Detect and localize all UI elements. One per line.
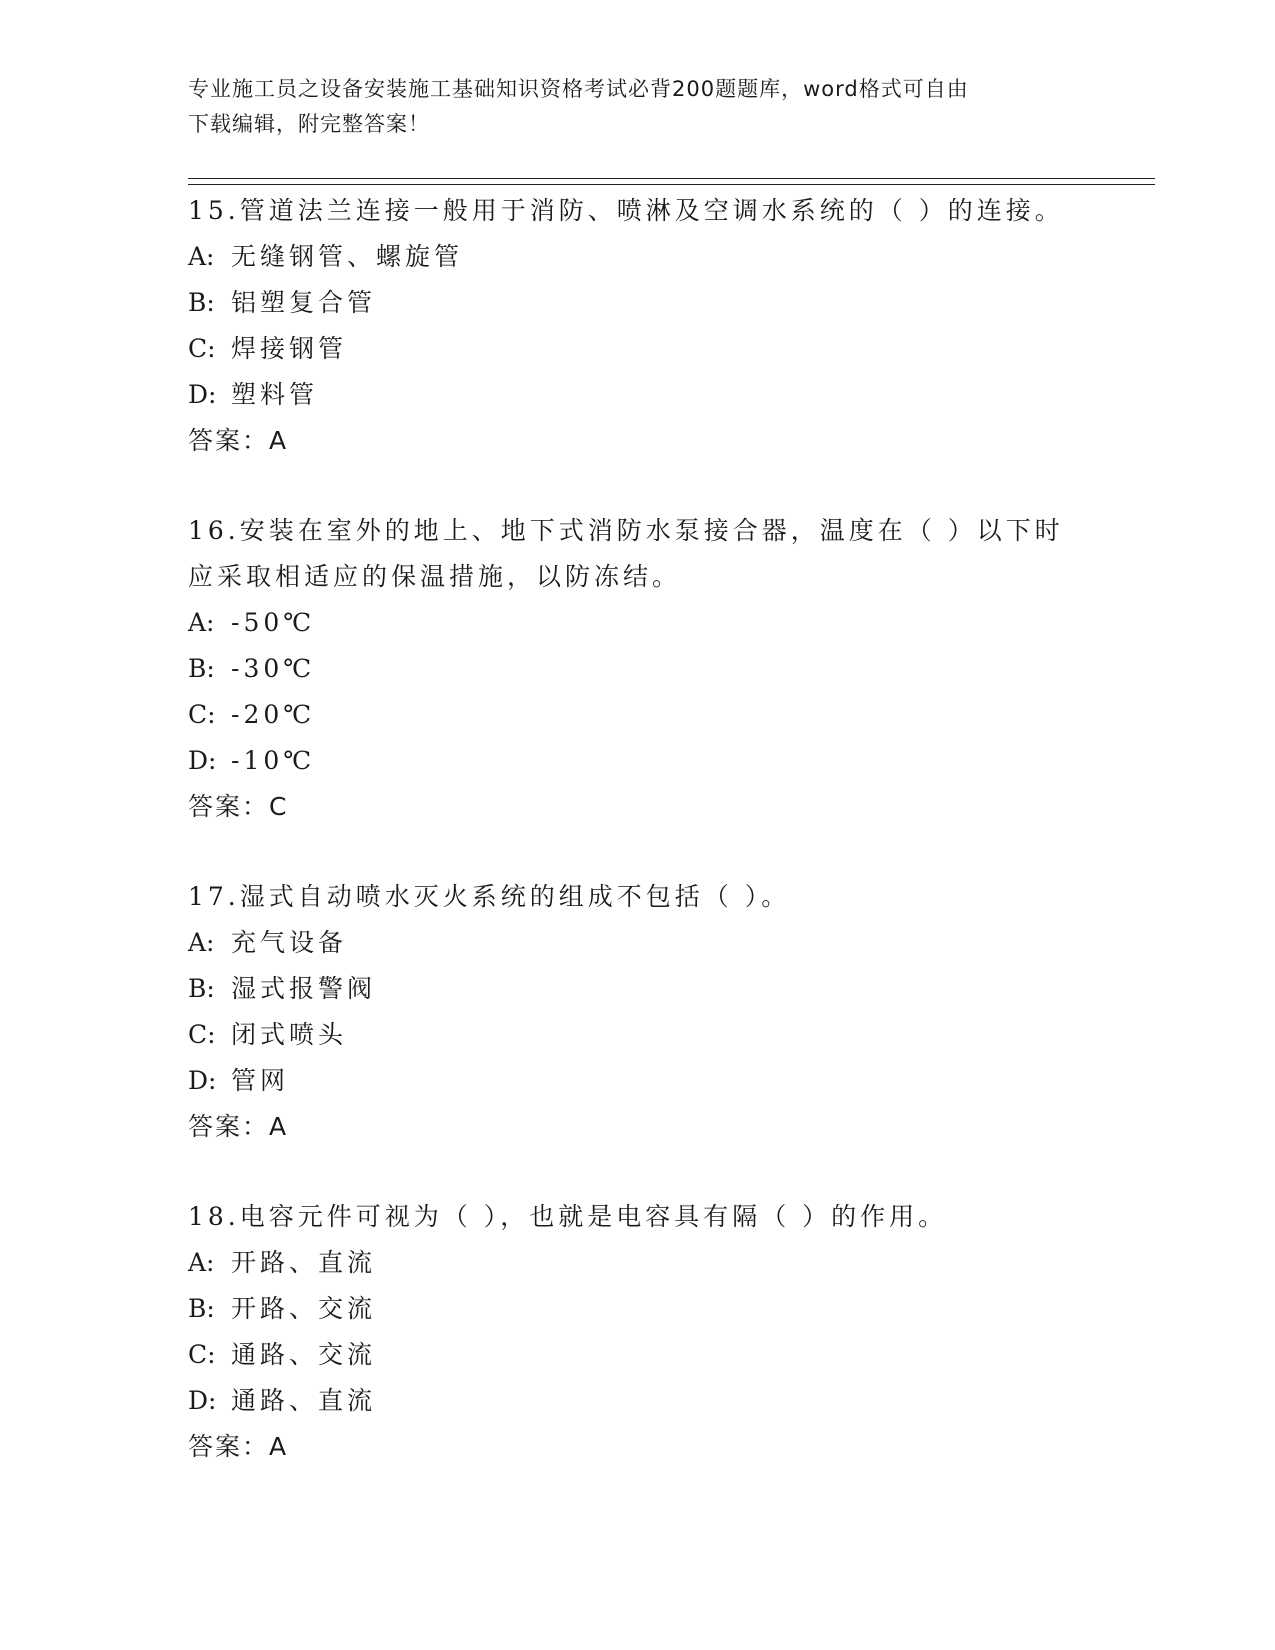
- option-letter: A:: [188, 242, 215, 271]
- header-divider: [188, 178, 1155, 185]
- option-letter: D:: [188, 1066, 217, 1095]
- option-letter: A:: [188, 928, 215, 957]
- option-b: [188, 1286, 1088, 1332]
- option-a: [188, 1240, 1088, 1286]
- option-text: -30℃: [231, 654, 316, 683]
- option-text: 开路、交流: [231, 1294, 377, 1323]
- option-letter: B:: [188, 654, 215, 683]
- option-c: [188, 326, 1088, 372]
- option-letter: B:: [188, 974, 215, 1003]
- header-line-2: 下载编辑，附完整答案！: [188, 112, 430, 136]
- option-text: -50℃: [231, 608, 316, 637]
- option-letter: C:: [188, 700, 216, 729]
- question-text: 17.湿式自动喷水灭火系统的组成不包括（ ）。: [188, 882, 791, 911]
- question-16: [188, 508, 1088, 830]
- answer-line: 答案：A: [188, 1432, 289, 1461]
- question-15: [188, 188, 1088, 464]
- option-text: 焊接钢管: [231, 334, 348, 363]
- answer-line: 答案：A: [188, 426, 289, 455]
- option-text: 通路、直流: [231, 1386, 377, 1415]
- option-text: 铝塑复合管: [231, 288, 377, 317]
- option-a: [188, 234, 1088, 280]
- option-d: [188, 1378, 1088, 1424]
- option-text: 通路、交流: [231, 1340, 377, 1369]
- option-b: [188, 280, 1088, 326]
- option-text: 开路、直流: [231, 1248, 377, 1277]
- option-letter: D:: [188, 746, 217, 775]
- option-d: [188, 1058, 1088, 1104]
- option-text: -10℃: [231, 746, 316, 775]
- option-a: [188, 920, 1088, 966]
- answer-line: 答案：C: [188, 792, 289, 821]
- option-letter: C:: [188, 334, 216, 363]
- option-letter: A:: [188, 1248, 215, 1277]
- question-list: [188, 188, 1088, 1514]
- option-letter: B:: [188, 288, 215, 317]
- option-b: [188, 966, 1088, 1012]
- option-text: 充气设备: [231, 928, 348, 957]
- option-d: [188, 372, 1088, 418]
- option-text: 塑料管: [231, 380, 319, 409]
- option-letter: D:: [188, 1386, 217, 1415]
- option-text: 管网: [231, 1066, 290, 1095]
- option-d: [188, 738, 1088, 784]
- answer-line: 答案：A: [188, 1112, 289, 1141]
- option-a: [188, 600, 1088, 646]
- question-18: [188, 1194, 1088, 1470]
- option-text: -20℃: [231, 700, 316, 729]
- option-letter: D:: [188, 380, 217, 409]
- option-text: 无缝钢管、螺旋管: [231, 242, 464, 271]
- document-header: [188, 72, 1088, 142]
- option-letter: C:: [188, 1020, 216, 1049]
- option-c: [188, 1332, 1088, 1378]
- option-text: 闭式喷头: [231, 1020, 348, 1049]
- option-b: [188, 646, 1088, 692]
- option-letter: A:: [188, 608, 215, 637]
- question-17: [188, 874, 1088, 1150]
- question-text: 16.安装在室外的地上、地下式消防水泵接合器，温度在（ ）以下时应采取相适应的保温措施，以防冻结。: [188, 516, 1064, 591]
- option-text: 湿式报警阀: [231, 974, 377, 1003]
- option-letter: C:: [188, 1340, 216, 1369]
- question-text: 15.管道法兰连接一般用于消防、喷淋及空调水系统的（ ）的连接。: [188, 196, 1064, 225]
- option-letter: B:: [188, 1294, 215, 1323]
- question-text: 18.电容元件可视为（ ），也就是电容具有隔（ ）的作用。: [188, 1202, 948, 1231]
- header-line-1: 专业施工员之设备安装施工基础知识资格考试必背200题题库，word格式可自由: [188, 77, 969, 101]
- option-c: [188, 1012, 1088, 1058]
- option-c: [188, 692, 1088, 738]
